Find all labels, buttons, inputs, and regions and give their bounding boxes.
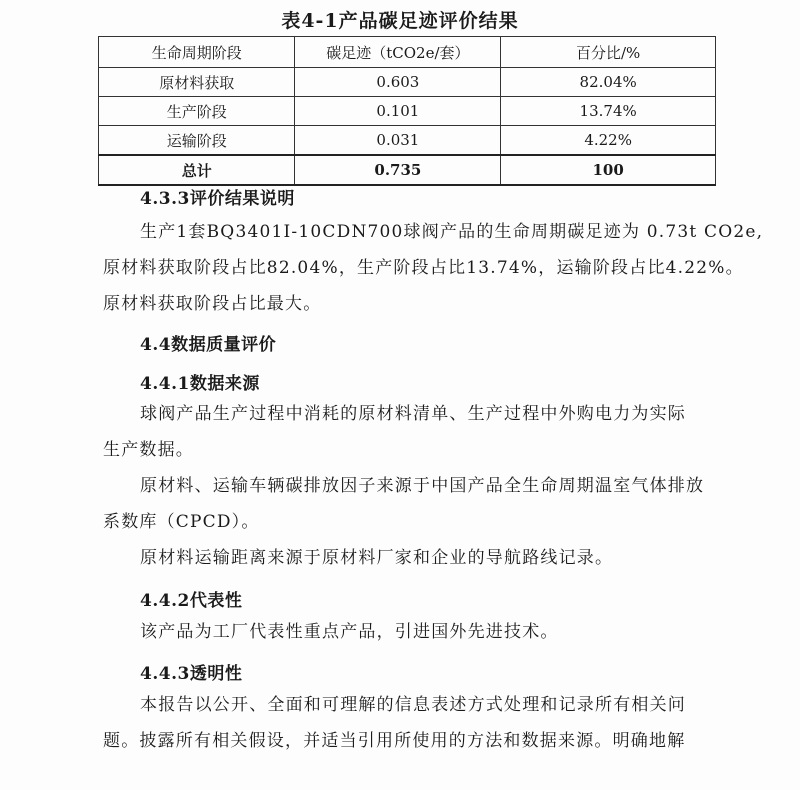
cell-footprint: 0.031	[295, 126, 501, 156]
cell-percent: 4.22%	[501, 126, 716, 156]
header-footprint: 碳足迹（tCO2e/套）	[295, 37, 501, 68]
table-row	[99, 97, 716, 126]
results-table	[98, 36, 716, 186]
table-total-row	[99, 155, 716, 185]
cell-stage: 运输阶段	[99, 126, 295, 156]
paragraph-line: 该产品为工厂代表性重点产品，引进国外先进技术。	[140, 622, 559, 642]
table-title: 表4-1产品碳足迹评价结果	[281, 10, 519, 32]
cell-stage: 生产阶段	[99, 97, 295, 126]
paragraph-line: 球阀产品生产过程中消耗的原材料清单、生产过程中外购电力为实际	[140, 404, 686, 424]
paragraph-line: 原材料获取阶段占比82.04%，生产阶段占比13.74%，运输阶段占比4.22%。	[103, 258, 744, 278]
section-heading-4-4-2: 4.4.2代表性	[140, 591, 243, 611]
cell-footprint: 0.101	[295, 97, 501, 126]
total-percent: 100	[501, 155, 716, 185]
cell-percent: 13.74%	[501, 97, 716, 126]
paragraph-line: 题。披露所有相关假设，并适当引用所使用的方法和数据来源。明确地解	[103, 731, 686, 751]
cell-footprint: 0.603	[295, 68, 501, 97]
paragraph-line: 生产1套BQ3401I-10CDN700球阀产品的生命周期碳足迹为 0.73t CO2e,	[140, 222, 764, 242]
paragraph-line: 生产数据。	[103, 440, 194, 460]
paragraph-line: 系数库（CPCD）。	[103, 512, 260, 532]
total-footprint: 0.735	[295, 155, 501, 185]
cell-stage: 原材料获取	[99, 68, 295, 97]
table-row	[99, 126, 716, 156]
paragraph-line: 本报告以公开、全面和可理解的信息表述方式处理和记录所有相关问	[140, 695, 686, 715]
section-heading-4-4: 4.4数据质量评价	[140, 335, 277, 355]
paragraph-line: 原材料获取阶段占比最大。	[103, 294, 322, 314]
section-heading-4-3-3: 4.3.3评价结果说明	[140, 189, 295, 209]
section-heading-4-4-1: 4.4.1数据来源	[140, 374, 260, 394]
cell-percent: 82.04%	[501, 68, 716, 97]
table-header-row	[99, 37, 716, 68]
paragraph-line: 原材料、运输车辆碳排放因子来源于中国产品全生命周期温室气体排放	[140, 476, 705, 496]
total-label: 总计	[99, 155, 295, 185]
table-row	[99, 68, 716, 97]
section-heading-4-4-3: 4.4.3透明性	[140, 664, 243, 684]
paragraph-line: 原材料运输距离来源于原材料厂家和企业的导航路线记录。	[140, 548, 614, 568]
header-stage: 生命周期阶段	[99, 37, 295, 68]
header-percent: 百分比/%	[501, 37, 716, 68]
